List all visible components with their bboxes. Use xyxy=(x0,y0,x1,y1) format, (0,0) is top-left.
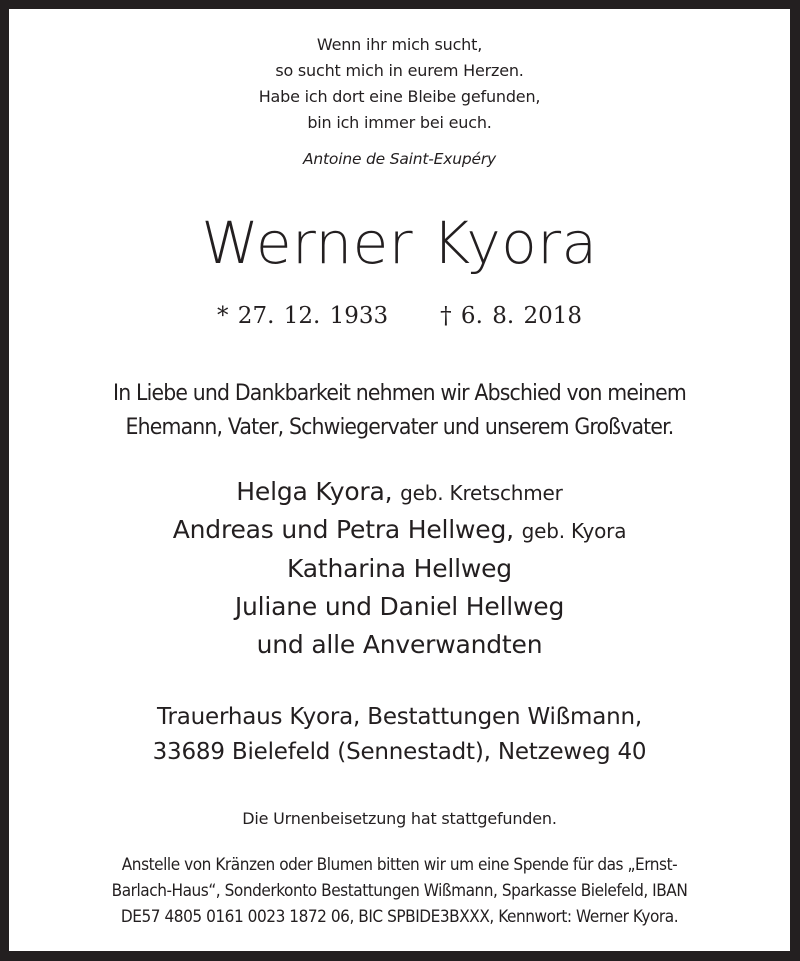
poem-line: so sucht mich in eurem Herzen. xyxy=(275,61,524,80)
deceased-name: Werner Kyora xyxy=(201,209,598,277)
intro-line: Ehemann, Vater, Schwiegervater und unserem Großvater. xyxy=(125,415,674,440)
poem-line: Habe ich dort eine Bleibe gefunden, xyxy=(258,87,541,106)
donation-line: DE57 4805 0161 0023 1872 06, BIC SPBIDE3BXXX, Kennwort: Werner Kyora. xyxy=(120,907,679,926)
intro-line: In Liebe und Dankbarkeit nehmen wir Abschied von meinem xyxy=(113,381,686,406)
birth-date: * 27. 12. 1933 xyxy=(217,303,389,329)
address-line: Trauerhaus Kyora, Bestattungen Wißmann, xyxy=(157,704,642,730)
mourner: und alle Anverwandten xyxy=(256,630,543,659)
burial-notice: Die Urnenbeisetzung hat stattgefunden. xyxy=(242,809,557,828)
address-line: 33689 Bielefeld (Sennestadt), Netzeweg 40 xyxy=(152,739,647,765)
obituary-notice xyxy=(9,9,790,951)
poem-author: Antoine de Saint-Exupéry xyxy=(303,150,496,168)
donation-line: Anstelle von Kränzen oder Blumen bitten wir um eine Spende für das „Ernst- xyxy=(121,855,678,874)
donation-line: Barlach-Haus“, Sonderkonto Bestattungen Wißmann, Sparkasse Bielefeld, IBAN xyxy=(111,881,688,900)
death-date: † 6. 8. 2018 xyxy=(440,303,582,329)
mourner: Helga Kyora, geb. Kretschmer xyxy=(236,477,563,506)
poem-line: bin ich immer bei euch. xyxy=(307,113,492,132)
mourner: Andreas und Petra Hellweg, geb. Kyora xyxy=(172,515,627,544)
life-dates xyxy=(9,303,790,329)
maiden-name: geb. Kretschmer xyxy=(400,481,563,505)
maiden-name: geb. Kyora xyxy=(521,519,627,543)
poem-line: Wenn ihr mich sucht, xyxy=(316,35,483,54)
mourner: Juliane und Daniel Hellweg xyxy=(234,592,565,621)
mourner: Katharina Hellweg xyxy=(287,554,512,583)
